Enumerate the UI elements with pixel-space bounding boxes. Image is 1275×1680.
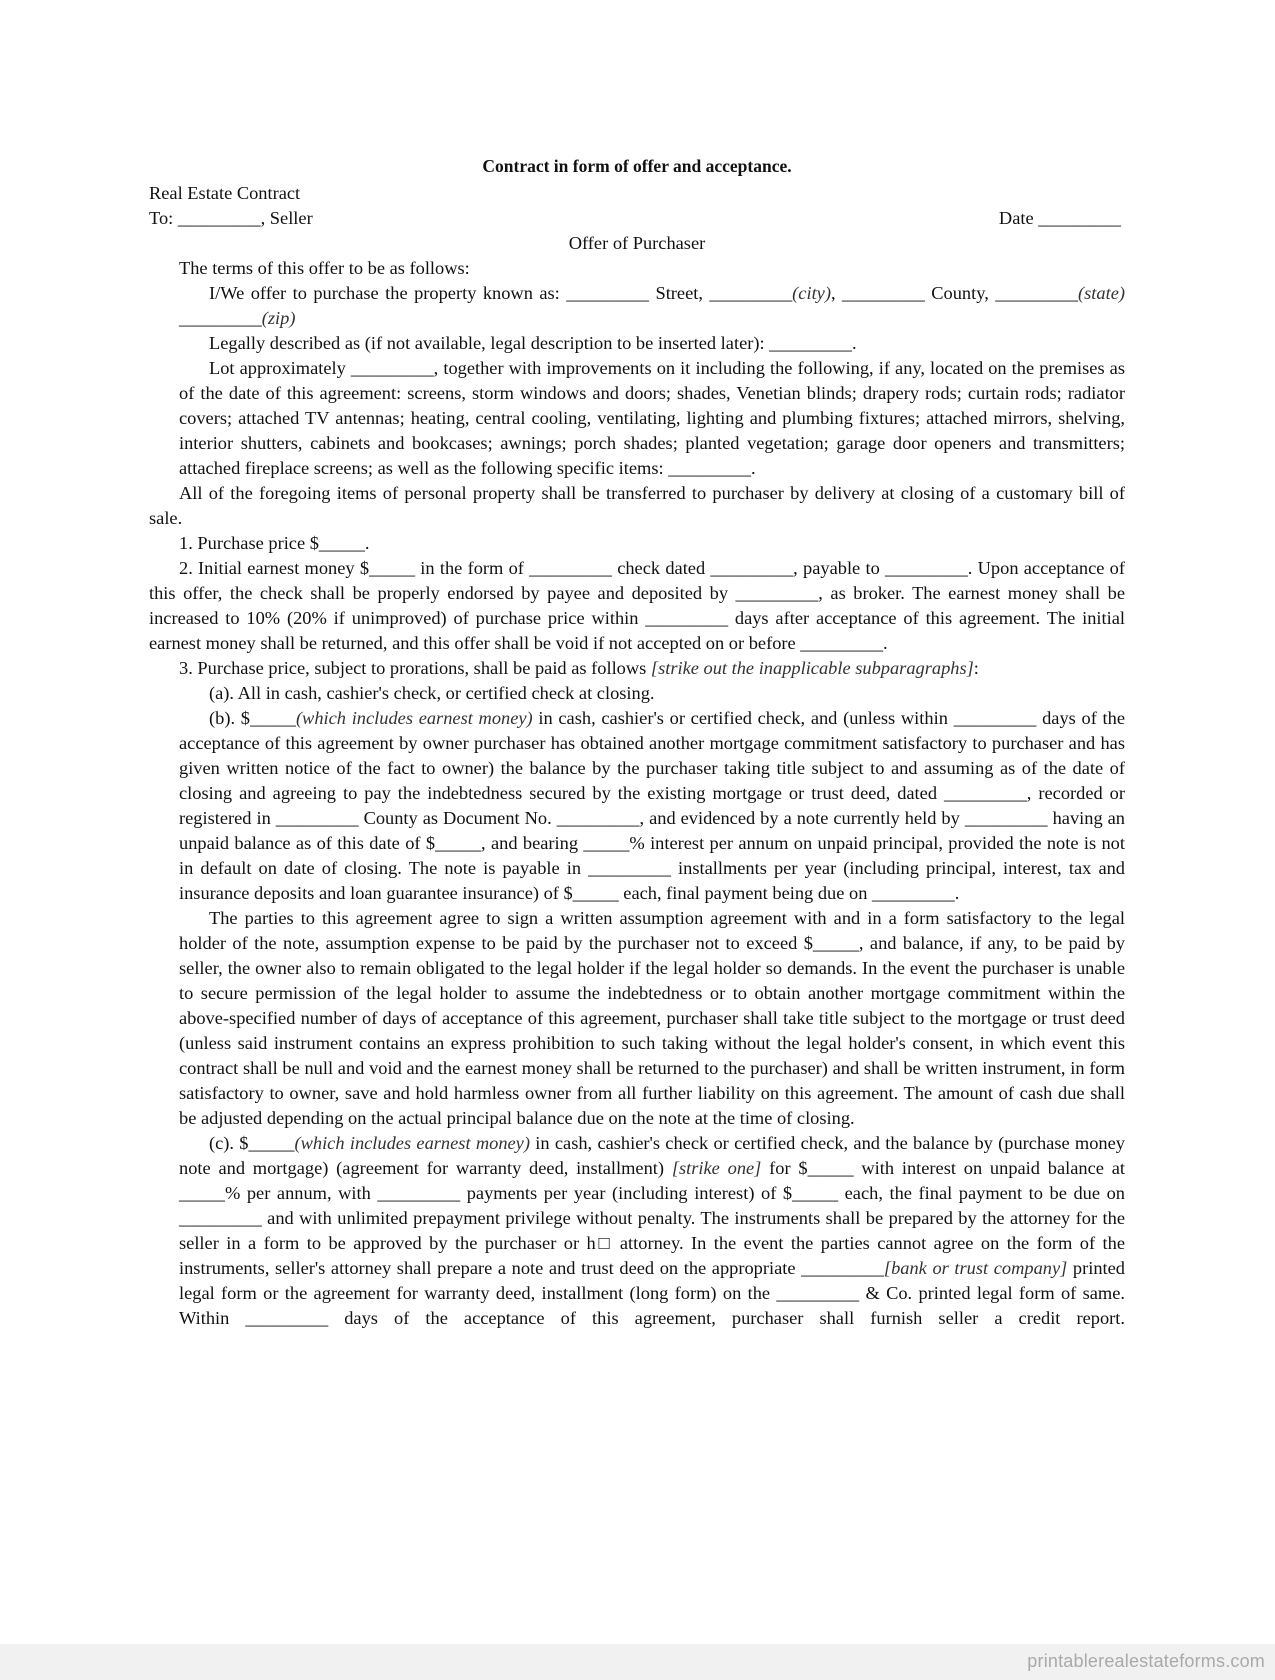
- zip-label: (zip): [261, 308, 296, 328]
- offer-heading: Offer of Purchaser: [568, 233, 706, 253]
- strike-one-note: [strike one]: [671, 1158, 762, 1178]
- purchase-price-item: 1. Purchase price $_____.: [179, 533, 370, 553]
- city-label: (city): [792, 283, 831, 303]
- payment-terms-item: 3. Purchase price, subject to prorations, shall be paid as follows [strike out the inapplicable subparagraphs]:: [179, 658, 979, 678]
- contract-body: [149, 154, 1125, 1331]
- site-watermark: printablerealestateforms.com: [1027, 1651, 1265, 1671]
- earnest-note-b: (which includes earnest money): [295, 708, 533, 728]
- subparagraph-b: (b). $_____(which includes earnest money) in cash, cashier's or certified check, and (unless within _________ days of the acceptance of this agreement by owner purchaser has obtained another mortgage commitment satisfactory to purchaser and has given written notice of the fact to owner) the balance by the purchaser taking title subject to and assuming as of the date of closing and agreeing to pay the indebtedness secured by the existing mortgage or trust deed, dated _________, recorded or registered in _________ County as Document No. _________, and evidenced by a note currently held by _________ having an unpaid balance as of this date of $_____, and bearing _____% interest per annum on unpaid principal, provided the note is not in default on date of closing. The note is payable in _________ installments per year (including principal, interest, tax and insurance deposits and loan guarantee insurance) of $_____ each, final payment being due on _________.: [179, 708, 1126, 903]
- earnest-note-c: (which includes earnest money): [294, 1133, 530, 1153]
- doc-type-label: Real Estate Contract: [149, 183, 301, 203]
- property-paragraph: I/We offer to purchase the property known as: _________ Street, _________(city), _________ County, _________(state) _________(zip): [179, 283, 1125, 328]
- document-title: Contract in form of offer and acceptance.: [482, 156, 792, 176]
- foregoing-paragraph: All of the foregoing items of personal property shall be transferred to purchaser by delivery at closing of a customary bill of sale.: [149, 483, 1125, 528]
- lot-paragraph: Lot approximately _________, together with improvements on it including the following, if any, located on the premises as of the date of this agreement: screens, storm windows and doors; shades, Venetian blinds; drapery rods; curtain rods; radiator covers; attached TV antennas; heating, central cooling, ventilating, lighting and plumbing fixtures; attached mirrors, shelving, interior shutters, cabinets and bookcases; awnings; porch shades; planted vegetation; garage door openers and transmitters; attached fireplace screens; as well as the following specific items: _________.: [179, 358, 1125, 478]
- footer-bar: [0, 1644, 1275, 1680]
- state-label: (state): [1078, 283, 1125, 303]
- bank-trust-note: [bank or trust company]: [883, 1258, 1068, 1278]
- terms-intro: The terms of this offer to be as follows:: [179, 258, 470, 278]
- to-seller-line: To: _________, Seller: [149, 208, 313, 228]
- assumption-paragraph: The parties to this agreement agree to sign a written assumption agreement with and in a form satisfactory to the legal holder of the note, assumption expense to be paid by the purchaser not to exceed $_____, and balance, if any, to be paid by seller, the owner also to remain obligated to the legal holder if the legal holder so demands. In the event the purchaser is unable to secure permission of the legal holder to assume the indebtedness or to obtain another mortgage commitment within the above-specified number of days of acceptance of this agreement, purchaser shall take title subject to the mortgage or trust deed (unless said instrument contains an express prohibition to such taking without the legal holder's consent, in which event this contract shall be null and void and the earnest money shall be returned to the purchaser) and shall be written instrument, in form satisfactory to owner, save and hold harmless owner from all further liability on this agreement. The amount of cash due shall be adjusted depending on the actual principal balance due on the note at the time of closing.: [179, 908, 1125, 1128]
- date-line: Date _________: [998, 208, 1121, 228]
- strike-note: [strike out the inapplicable subparagraphs]: [650, 658, 974, 678]
- subparagraph-a: (a). All in cash, cashier's check, or certified check at closing.: [209, 683, 655, 703]
- subparagraph-c: (c). $_____(which includes earnest money) in cash, cashier's check or certified check, and the balance by (purchase money note and mortgage) (agreement for warranty deed, installment) [strike one] for $_____ with interest on unpaid balance at _____% per annum, with _________ payments per year (including interest) of $_____ each, the final payment to be due on _________ and with unlimited prepayment privilege without penalty. The instruments shall be prepared by the attorney for the seller in a form to be approved by the purchaser or h□ attorney. In the event the parties cannot agree on the form of the instruments, seller's attorney shall prepare a note and trust deed on the appropriate _________[bank or trust company] printed legal form or the agreement for warranty deed, installment (long form) on the _________ & Co. printed legal form of same. Within _________ days of the acceptance of this agreement, purchaser shall furnish seller a credit report.: [179, 1133, 1125, 1328]
- earnest-money-item: 2. Initial earnest money $_____ in the form of _________ check dated _________, payable to _________. Upon acceptance of this offer, the check shall be properly endorsed by payee and deposited by _________, as broker. The earnest money shall be increased to 10% (20% if unimproved) of purchase price within _________ days after acceptance of this agreement. The initial earnest money shall be returned, and this offer shall be void if not accepted on or before _________.: [149, 558, 1125, 653]
- legal-description-paragraph: Legally described as (if not available, legal description to be inserted later): _________.: [209, 333, 857, 353]
- to-date-row: [149, 206, 1125, 231]
